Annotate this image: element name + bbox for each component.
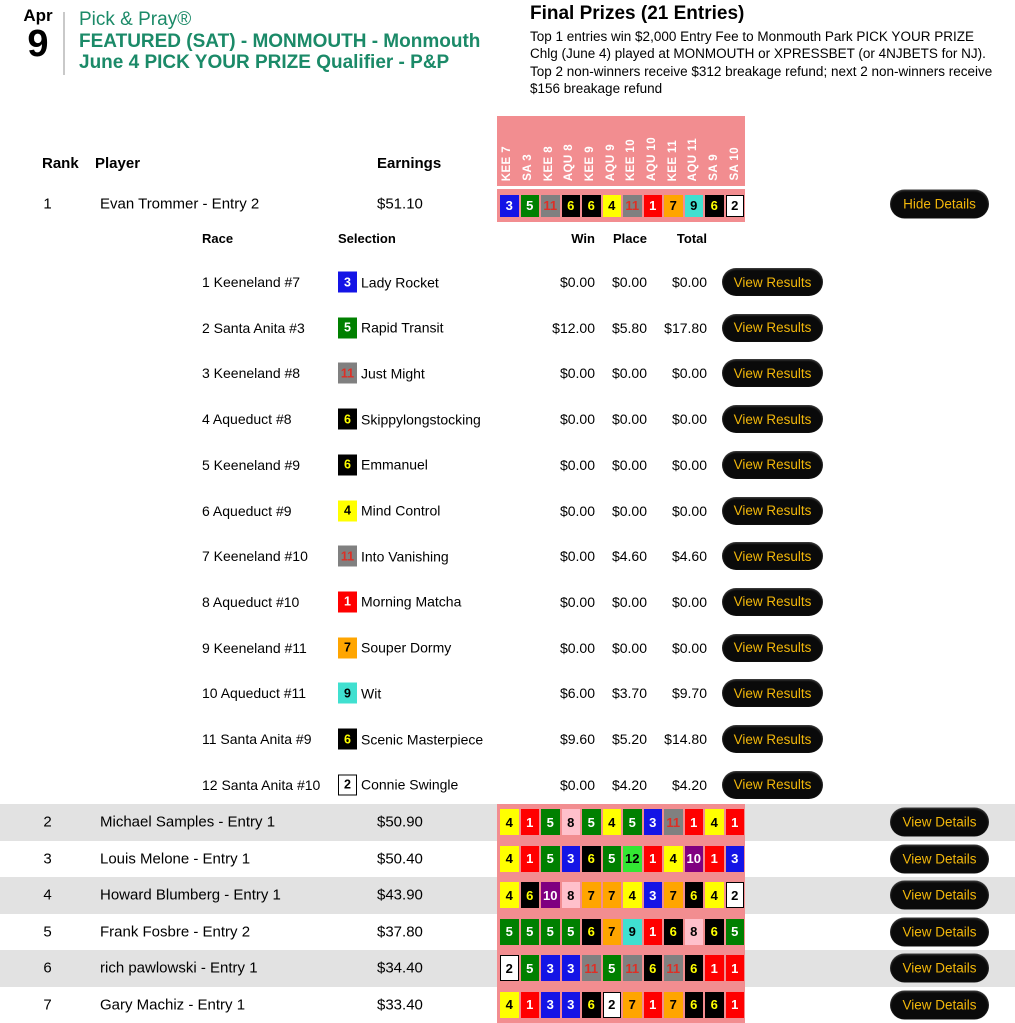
horse-number-chip: 4 [603,809,622,835]
race-label: 3 Keeneland #8 [202,365,301,382]
race-label: 5 Keeneland #9 [202,456,301,473]
details-row [0,625,1015,671]
total-amount: $4.20 [671,776,707,793]
horse-number-chip: 1 [726,955,745,981]
selection-cell [338,546,449,567]
race-column-header [518,116,539,186]
race-label: 10 Aqueduct #11 [202,685,307,702]
selection-cell [338,363,425,384]
horse-number-chip: 11 [541,195,560,217]
player-name: Frank Fosbre - Entry 2 [100,923,251,941]
horse-number-chip: 10 [541,882,560,908]
place-amount: $0.00 [611,365,647,382]
win-amount: $0.00 [559,502,595,519]
horse-number-chip: 3 [562,846,581,872]
horse-number-chip: 5 [603,846,622,872]
leaderboard-row-5 [0,914,1015,951]
rank-value: 3 [43,850,52,868]
horse-number-chip: 1 [338,591,357,612]
horse-number-chip: 6 [705,195,724,217]
view-results-button[interactable]: View Results [722,771,823,799]
selection-cell [338,683,381,704]
horse-number-chip: 9 [685,195,704,217]
horse-name: Wit [361,685,382,702]
details-row [0,716,1015,762]
total-amount: $0.00 [671,365,707,382]
total-amount: $14.80 [664,731,707,747]
horse-number-chip: 5 [541,846,560,872]
race-column-label: KEE 10 [625,138,638,181]
horse-number-chip: 1 [705,846,724,872]
player-name: Howard Blumberg - Entry 1 [100,886,281,904]
horse-number-chip: 4 [664,846,683,872]
event-title [79,9,480,74]
player-name: Louis Melone - Entry 1 [100,850,251,868]
horse-number-chip: 5 [521,955,540,981]
horse-number-chip: 7 [664,195,683,217]
win-amount: $9.60 [559,731,595,747]
horse-number-chip: 7 [664,882,683,908]
horse-number-chip: 12 [623,846,642,872]
rank-value: 5 [43,923,52,941]
race-column-header [580,116,601,186]
race-label: 7 Keeneland #10 [202,548,308,565]
horse-number-chip: 6 [582,846,601,872]
selection-cell [338,774,458,795]
details-row [0,442,1015,488]
horse-name: Just Might [361,365,425,382]
race-label: 4 Aqueduct #8 [202,411,292,428]
view-results-button[interactable]: View Results [722,268,823,296]
horse-number-chip: 1 [521,809,540,835]
horse-number-chip: 5 [582,809,601,835]
horse-number-chip: 5 [500,919,519,945]
place-amount: $0.00 [611,502,647,519]
race-column-label: SA 3 [522,154,534,181]
race-label: 1 Keeneland #7 [202,274,301,290]
horse-number-chip: 6 [338,409,357,430]
view-results-button[interactable]: View Results [722,451,823,479]
horse-name: Lady Rocket [361,274,439,290]
column-header-player: Player [95,155,141,172]
horse-number-chip: 1 [726,992,745,1018]
details-row [0,396,1015,442]
horse-number-chip: 9 [338,683,357,704]
horse-number-chip: 3 [726,846,745,872]
race-column-header [497,116,518,186]
horse-number-chip: 1 [521,846,540,872]
prizes-panel [530,3,998,98]
picks-strip [497,804,745,841]
total-amount: $0.00 [671,639,707,656]
win-amount: $12.00 [552,319,595,336]
horse-number-chip: 4 [500,846,519,872]
race-column-header [559,116,580,186]
race-column-header [662,116,683,186]
race-column-header [621,116,642,186]
race-label: 9 Keeneland #11 [202,639,307,656]
horse-number-chip: 4 [338,500,357,521]
horse-number-chip: 3 [338,272,357,293]
earnings-value: $33.40 [377,996,423,1014]
column-header-earnings: Earnings [377,155,442,172]
details-header-win: Win [571,231,595,246]
place-amount: $0.00 [611,411,647,428]
horse-number-chip: 6 [338,454,357,475]
earnings-value: $37.80 [377,923,423,941]
picks-strip [497,950,745,987]
horse-number-chip: 4 [623,882,642,908]
leaderboard-rows [0,804,1015,1023]
horse-number-chip: 1 [644,919,663,945]
horse-number-chip: 1 [644,992,663,1018]
view-results-button[interactable]: View Results [722,588,823,616]
race-column-label: SA 10 [728,147,741,181]
details-row [0,350,1015,396]
details-row [0,533,1015,579]
picks-strip [497,877,745,914]
horse-number-chip: 11 [623,195,642,217]
horse-number-chip: 11 [338,363,357,384]
race-column-label: KEE 7 [501,145,514,181]
event-category: Pick & Pray® [79,9,192,30]
earnings-value: $51.10 [377,195,423,213]
horse-number-chip: 4 [705,809,724,835]
total-amount: $0.00 [671,502,707,519]
horse-number-chip: 5 [541,809,560,835]
horse-number-chip: 11 [582,955,601,981]
hide-details-button[interactable]: Hide Details [890,190,989,219]
view-results-button[interactable]: View Results [722,634,823,662]
horse-name: Into Vanishing [361,548,449,565]
horse-number-chip: 1 [685,809,704,835]
horse-number-chip: 6 [705,919,724,945]
leaderboard-row-3 [0,841,1015,878]
earnings-value: $50.90 [377,813,423,831]
horse-number-chip: 3 [562,992,581,1018]
details-table [0,222,1015,804]
view-results-button[interactable]: View Results [722,679,823,707]
horse-number-chip: 5 [521,195,540,217]
horse-number-chip: 5 [338,317,357,338]
race-column-label: SA 9 [708,154,721,181]
horse-number-chip: 4 [500,992,519,1018]
rank-value: 4 [43,886,52,904]
race-label: 6 Aqueduct #9 [202,502,292,519]
horse-number-chip: 2 [338,774,357,795]
horse-number-chip: 6 [705,992,724,1018]
selection-cell [338,591,461,612]
horse-number-chip: 7 [664,992,683,1018]
horse-number-chip: 7 [582,882,601,908]
horse-number-chip: 6 [582,919,601,945]
selection-cell [338,409,481,430]
race-column-label: KEE 11 [666,139,679,181]
horse-number-chip: 3 [541,992,560,1018]
horse-number-chip: 11 [338,546,357,567]
picks-strip [497,841,745,878]
win-amount: $0.00 [559,593,595,610]
race-columns-band [497,116,745,186]
details-header-place: Place [613,231,647,246]
horse-number-chip: 6 [664,919,683,945]
view-results-button[interactable]: View Results [722,359,823,387]
horse-name: Morning Matcha [361,593,462,610]
horse-number-chip: 4 [500,809,519,835]
total-amount: $0.00 [671,411,707,428]
horse-number-chip: 6 [582,992,601,1018]
horse-number-chip: 5 [603,955,622,981]
race-column-header [538,116,559,186]
horse-number-chip: 6 [562,195,581,217]
horse-number-chip: 4 [705,882,724,908]
place-amount: $0.00 [611,639,647,656]
horse-number-chip: 9 [623,919,642,945]
win-amount: $0.00 [559,411,595,428]
event-title-line2: June 4 PICK YOUR PRIZE Qualifier - P&P [79,52,450,73]
horse-number-chip: 11 [664,955,683,981]
place-amount: $5.80 [611,319,647,336]
horse-number-chip: 6 [644,955,663,981]
details-row [0,305,1015,351]
horse-number-chip: 6 [521,882,540,908]
race-label: 8 Aqueduct #10 [202,593,300,610]
horse-number-chip: 7 [603,882,622,908]
view-details-button[interactable]: View Details [890,808,989,837]
prizes-heading: Final Prizes (21 Entries) [530,3,745,24]
total-amount: $4.60 [671,548,707,565]
header-divider [63,12,65,75]
horse-number-chip: 3 [644,809,663,835]
details-row [0,488,1015,534]
place-amount: $5.20 [611,731,647,747]
race-column-header [642,116,663,186]
selection-cell [338,317,443,338]
horse-number-chip: 6 [685,955,704,981]
horse-number-chip: 5 [541,919,560,945]
details-header-selection: Selection [338,231,396,246]
leaderboard-row-7 [0,987,1015,1023]
race-column-label: AQU 11 [687,137,700,181]
selection-cell [338,272,439,293]
event-title-line1: FEATURED (SAT) - MONMOUTH - Monmouth [79,30,481,52]
place-amount: $4.60 [611,548,647,565]
place-amount: $0.00 [611,456,647,473]
picks-strip [497,914,745,951]
horse-number-chip: 6 [685,882,704,908]
race-column-label: AQU 9 [604,143,617,181]
earnings-value: $50.40 [377,850,423,868]
horse-number-chip: 1 [521,992,540,1018]
horse-number-chip: 10 [685,846,704,872]
horse-name: Mind Control [361,502,441,519]
horse-number-chip: 2 [726,195,745,217]
horse-number-chip: 6 [685,992,704,1018]
prizes-description: Top 1 entries win $2,000 Entry Fee to Monmouth Park PICK YOUR PRIZE Chlg (June 4) played at MONMOUTH or XPRESSBET (or 4NJBETS for NJ). Top 2 non-winners receive $312 breakage refund; next 2 non-winners receive $156 breakage refund [530,29,993,97]
horse-number-chip: 3 [644,882,663,908]
horse-number-chip: 3 [541,955,560,981]
horse-number-chip: 1 [705,955,724,981]
race-column-header [600,116,621,186]
horse-number-chip: 2 [603,992,622,1018]
race-label: 2 Santa Anita #3 [202,319,305,336]
win-amount: $0.00 [559,639,595,656]
horse-name: Souper Dormy [361,639,452,656]
win-amount: $6.00 [559,685,595,702]
total-amount: $0.00 [671,593,707,610]
player-name: rich pawlowski - Entry 1 [100,959,258,977]
player-name: Michael Samples - Entry 1 [100,813,276,831]
selection-cell [338,500,440,521]
picks-strip [497,987,745,1023]
earnings-value: $34.40 [377,959,423,977]
horse-number-chip: 7 [603,919,622,945]
horse-name: Rapid Transit [361,319,444,336]
player-name: Gary Machiz - Entry 1 [100,996,246,1014]
player-name: Evan Trommer - Entry 2 [100,195,260,213]
total-amount: $0.00 [671,274,707,290]
horse-number-chip: 8 [685,919,704,945]
column-header-rank: Rank [42,155,79,172]
race-column-header [704,116,725,186]
total-amount: $0.00 [671,456,707,473]
view-results-button[interactable]: View Results [722,405,823,433]
view-results-button[interactable]: View Results [722,497,823,525]
horse-number-chip: 7 [623,992,642,1018]
place-amount: $4.20 [611,776,647,793]
leaderboard-row-4 [0,877,1015,914]
horse-number-chip: 3 [562,955,581,981]
details-row [0,579,1015,625]
horse-number-chip: 8 [562,882,581,908]
horse-name: Emmanuel [361,456,428,473]
picks-strip [497,189,745,222]
selection-cell [338,637,451,658]
details-row [0,762,1015,808]
win-amount: $0.00 [559,456,595,473]
rank-value: 6 [43,959,52,977]
win-amount: $0.00 [559,274,595,290]
horse-name: Skippylongstocking [361,411,481,428]
win-amount: $0.00 [559,548,595,565]
event-month: Apr [23,6,53,25]
earnings-value: $43.90 [377,886,423,904]
details-row [0,670,1015,716]
leaderboard-row-6 [0,950,1015,987]
horse-number-chip: 7 [338,637,357,658]
details-header-race: Race [202,231,234,246]
details-row [0,259,1015,305]
race-column-label: AQU 10 [646,137,659,181]
details-header-total: Total [676,231,707,246]
horse-number-chip: 6 [582,195,601,217]
rank-value: 2 [43,813,52,831]
win-amount: $0.00 [559,776,595,793]
place-amount: $0.00 [611,593,647,610]
rank-value: 1 [43,195,52,213]
horse-number-chip: 1 [644,195,663,217]
horse-number-chip: 2 [500,955,519,981]
view-details-button[interactable]: View Details [890,881,989,910]
race-label: 11 Santa Anita #9 [202,731,312,747]
horse-number-chip: 5 [521,919,540,945]
win-amount: $0.00 [559,365,595,382]
view-details-button[interactable]: View Details [890,990,989,1019]
view-details-button[interactable]: View Details [890,844,989,873]
horse-number-chip: 1 [726,809,745,835]
place-amount: $3.70 [611,685,647,702]
race-column-header [683,116,704,186]
horse-number-chip: 5 [726,919,745,945]
race-column-label: AQU 8 [563,143,576,181]
horse-name: Scenic Masterpiece [361,731,484,747]
rank-value: 7 [43,996,52,1014]
race-column-label: KEE 8 [542,145,555,181]
event-day: 9 [27,23,49,65]
horse-number-chip: 1 [644,846,663,872]
leaderboard-row-2 [0,804,1015,841]
leaderboard-row-1 [0,186,1015,222]
horse-number-chip: 2 [726,882,745,908]
horse-number-chip: 4 [603,195,622,217]
horse-number-chip: 4 [500,882,519,908]
horse-name: Connie Swingle [361,776,459,793]
horse-number-chip: 6 [338,729,357,750]
view-results-button[interactable]: View Results [722,314,823,342]
horse-number-chip: 3 [500,195,519,217]
race-label: 12 Santa Anita #10 [202,776,321,793]
race-column-label: KEE 9 [584,145,597,181]
horse-number-chip: 5 [562,919,581,945]
horse-number-chip: 11 [664,809,683,835]
horse-number-chip: 11 [623,955,642,981]
horse-number-chip: 8 [562,809,581,835]
race-column-header [724,116,745,186]
view-results-button[interactable]: View Results [722,725,823,753]
place-amount: $0.00 [611,274,647,290]
selection-cell [338,454,428,475]
view-results-button[interactable]: View Results [722,542,823,570]
horse-number-chip: 5 [623,809,642,835]
total-amount: $17.80 [664,319,707,336]
view-details-button[interactable]: View Details [890,917,989,946]
total-amount: $9.70 [671,685,707,702]
selection-cell [338,729,483,750]
view-details-button[interactable]: View Details [890,954,989,983]
